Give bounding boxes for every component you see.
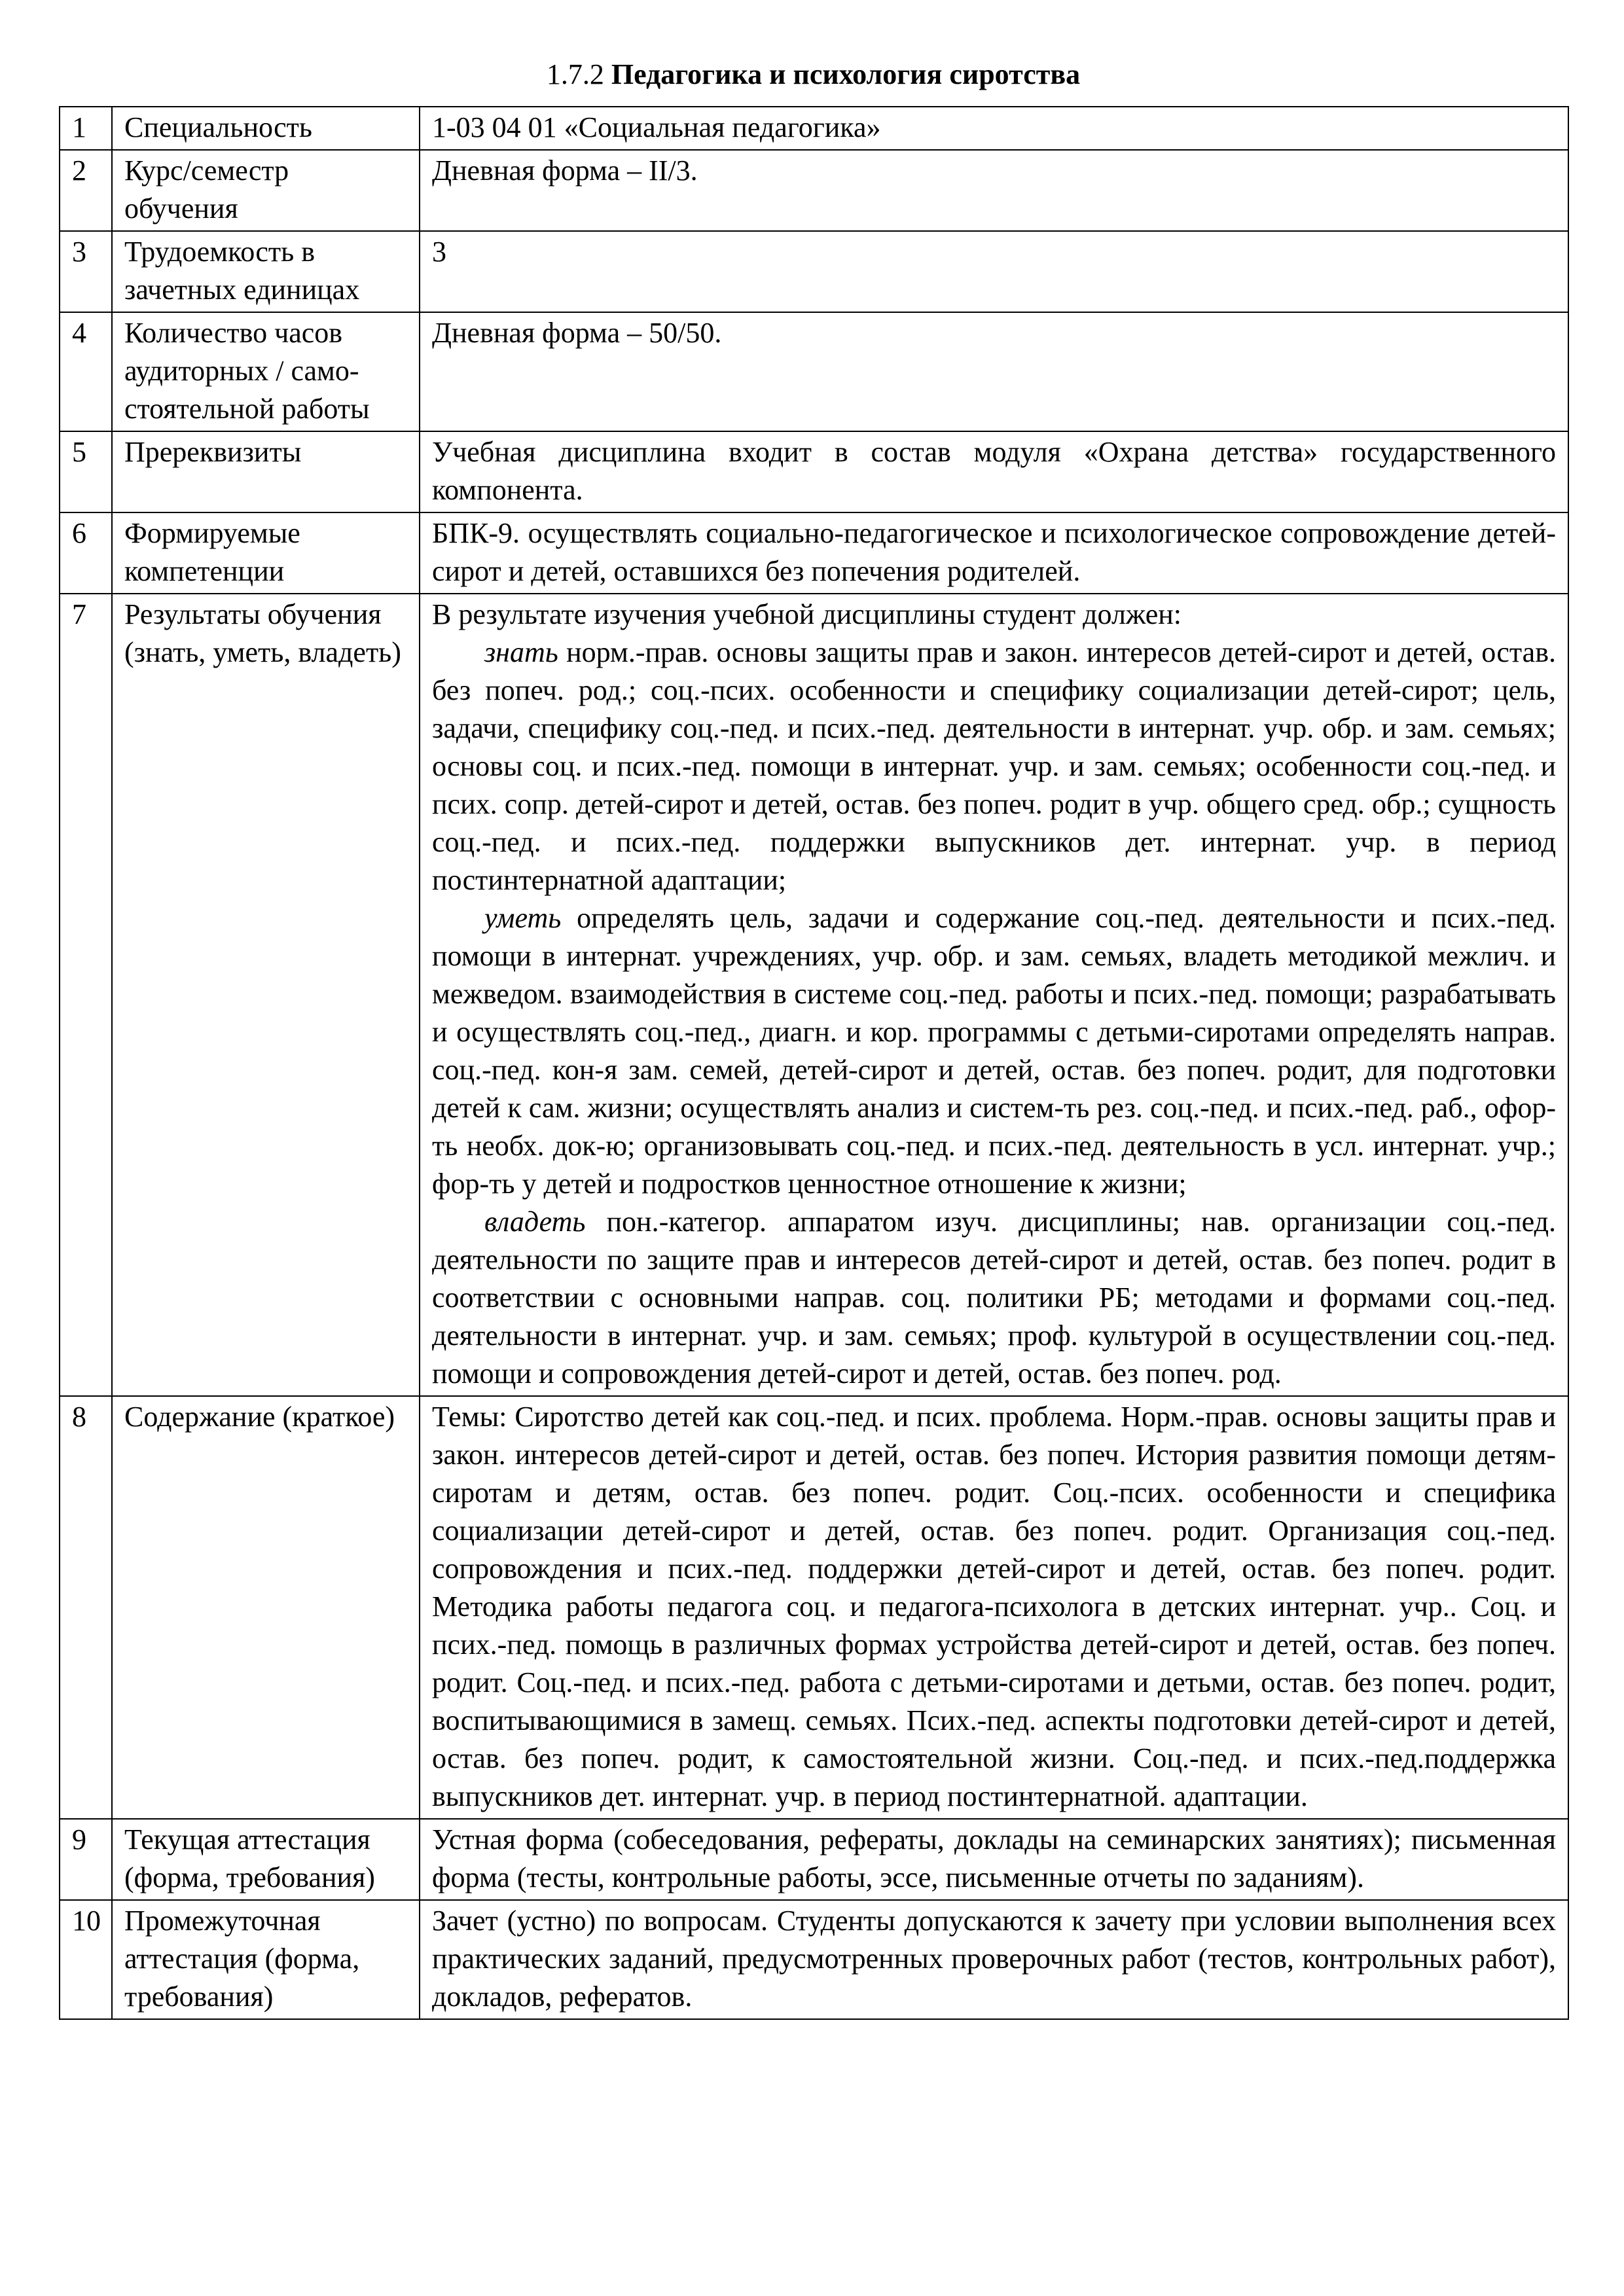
table-row-learning-outcomes [60, 594, 1568, 1396]
able-term: уметь [484, 902, 562, 934]
row-value-outcomes [420, 594, 1568, 1396]
row-number: 4 [60, 312, 112, 431]
row-value: Темы: Сиротство детей как соц.-пед. и псих. проблема. Норм.-прав. основы защиты прав и закон. интересов детей-сирот и детей, остав. без попеч. История развития помощи детям-сиротам и детям, остав. без попеч. родит. Соц.-псих. особенности и специфика социализации детей-сирот и детей, остав. без попеч. родит. Организация соц.-пед. сопровождения и псих.-пед. поддержки детей-сирот и детей, остав. без попеч. родит. Методика работы педагога соц. и педагога-психолога в детских интернат. учр.. Соц. и псих.-пед. помощь в различных формах устройства детей-сирот и детей, остав. без попеч. родит. Соц.-пед. и псих.-пед. работа с детьми-сиротами и детьми, остав. без попеч. родит, воспитывающимися в замещ. семьях. Псих.-пед. аспекты подготовки детей-сирот и детей, остав. без попеч. родит, к самостоятельной жизни. Соц.-пед. и псих.-пед.поддержка выпускников дет. интернат. учр. в период постинтернатной. адаптации. [420, 1396, 1568, 1819]
row-value: Устная форма (собеседования, рефераты, доклады на семинарских занятиях); письменная форма (тесты, контрольные работы, эссе, письменные отчеты по заданиям). [420, 1819, 1568, 1900]
row-label: Формируемые компетенции [112, 512, 420, 594]
row-number: 9 [60, 1819, 112, 1900]
row-value: Дневная форма – II/3. [420, 150, 1568, 231]
row-label: Содержание (краткое) [112, 1396, 420, 1819]
row-label: Текущая аттестация (форма, требования) [112, 1819, 420, 1900]
row-number: 10 [60, 1900, 112, 2019]
row-label: Результаты обучения (знать, уметь, владеть) [112, 594, 420, 1396]
row-value: Зачет (устно) по вопросам. Студенты допускаются к зачету при условии выполнения всех практических заданий, предусмотренных проверочных работ (тестов, контрольных работ), докладов, рефератов. [420, 1900, 1568, 2019]
row-label: Курс/семестр обучения [112, 150, 420, 231]
table-row-current-assessment [60, 1819, 1568, 1900]
row-label: Пререквизиты [112, 431, 420, 512]
document-title [59, 56, 1568, 93]
row-value: 3 [420, 231, 1568, 312]
know-term: знать [484, 636, 558, 668]
row-number: 3 [60, 231, 112, 312]
row-number: 7 [60, 594, 112, 1396]
row-number: 5 [60, 431, 112, 512]
able-text: определять цель, задачи и содержание соц.-пед. деятельности и псих.-пед. помощи в интернат. учреждениях, учр. обр. и зам. семьях, владеть методикой межлич. и межведом. взаимодействия в системе соц.-пед. работы и псих.-пед. помощи; разрабатывать и осуществлять соц.-пед., диагн. и кор. программы с детьми-сиротами определять направ. соц.-пед. кон-я зам. семей, детей-сирот и детей, остав. без попеч. родит, для подготовки детей к сам. жизни; осуществлять анализ и систем-ть рез. соц.-пед. и псих.-пед. раб., офор-ть необх. док-ю; организовывать соц.-пед. и псих.-пед. деятельность в усл. интернат. учр.; фор-ть у детей и подростков ценностное отношение к жизни; [432, 902, 1556, 1200]
row-label: Трудоемкость в зачетных единицах [112, 231, 420, 312]
table-row-hours [60, 312, 1568, 431]
master-term: владеть [484, 1206, 586, 1238]
table-row-prerequisites [60, 431, 1568, 512]
table-row-specialty [60, 107, 1568, 150]
row-number: 2 [60, 150, 112, 231]
row-value: БПК-9. осуществлять социально-педагогическое и психологическое сопровождение детей-сирот и детей, оставшихся без попечения родителей. [420, 512, 1568, 594]
row-value: Учебная дисциплина входит в состав модуля «Охрана детства» государственного компонента. [420, 431, 1568, 512]
table-row-competencies [60, 512, 1568, 594]
row-label: Специальность [112, 107, 420, 150]
table-row-credits [60, 231, 1568, 312]
outcomes-know [432, 634, 1556, 899]
outcomes-able [432, 899, 1556, 1203]
outcomes-intro: В результате изучения учебной дисциплины студент должен: [432, 598, 1182, 630]
row-number: 6 [60, 512, 112, 594]
row-label: Количество часов аудиторных / само-стоятельной работы [112, 312, 420, 431]
table-row-course-semester [60, 150, 1568, 231]
section-number: 1.7.2 [546, 58, 604, 90]
table-row-content [60, 1396, 1568, 1819]
know-text: норм.-прав. основы защиты прав и закон. интересов детей-сирот и детей, остав. без попеч. род.; соц.-псих. особенности и специфику социализации детей-сирот; цель, задачи, специфику соц.-пед. и псих.-пед. деятельности в интернат. учр. обр. и зам. семьях; основы соц. и псих.-пед. помощи в интернат. учр. и зам. семьях; особенности соц.-пед. и псих. сопр. детей-сирот и детей, остав. без попеч. родит в учр. общего сред. обр.; сущность соц.-пед. и псих.-пед. поддержки выпускников дет. интернат. учр. в период постинтернатной адаптации; [432, 636, 1556, 896]
row-number: 8 [60, 1396, 112, 1819]
row-value: Дневная форма – 50/50. [420, 312, 1568, 431]
outcomes-master [432, 1203, 1556, 1393]
master-text: пон.-категор. аппаратом изуч. дисциплины; нав. организации соц.-пед. деятельности по защите прав и интересов детей-сирот и детей, остав. без попеч. родит в соответствии с основными направ. соц. политики РБ; методами и формами соц.-пед. деятельности в интернат. учр. и зам. семьях; проф. культурой в осуществлении соц.-пед. помощи и сопровождения детей-сирот и детей, остав. без попеч. род. [432, 1206, 1556, 1390]
table-row-intermediate-assessment [60, 1900, 1568, 2019]
row-label: Промежуточная аттестация (форма, требования) [112, 1900, 420, 2019]
row-number: 1 [60, 107, 112, 150]
course-info-table [59, 106, 1569, 2020]
document-page [59, 46, 1568, 2020]
section-title: Педагогика и психология сиротства [611, 58, 1081, 90]
row-value: 1-03 04 01 «Социальная педагогика» [420, 107, 1568, 150]
